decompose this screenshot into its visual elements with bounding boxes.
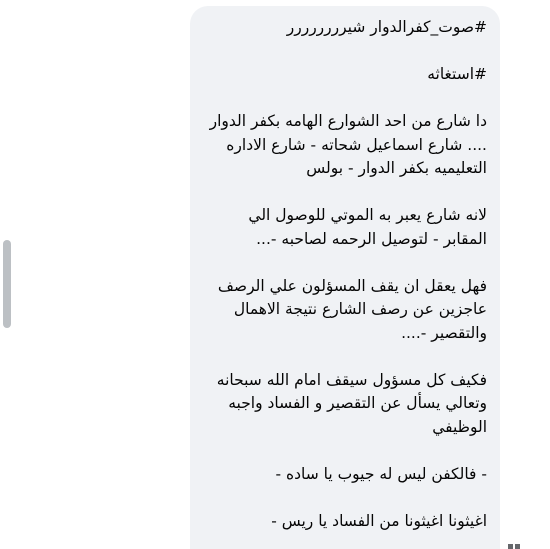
post-paragraph: اغيثونا اغيثونا من الفساد يا ريس - bbox=[271, 511, 487, 530]
post-paragraph: فكيف كل مسؤول سيقف امام الله سبحانه وتعالي يسأل عن التقصير و الفساد واجبه الوظيفي bbox=[216, 370, 487, 436]
paragraph-gap bbox=[202, 40, 487, 64]
post-paragraph: - فالكفن ليس له جيوب يا ساده - bbox=[275, 464, 487, 483]
grip-dot bbox=[515, 544, 520, 549]
grip-icon bbox=[508, 544, 524, 549]
paragraph-gap bbox=[202, 439, 487, 463]
hashtag-line[interactable]: #استغاثه bbox=[427, 65, 487, 83]
post-text-bubble bbox=[190, 6, 500, 549]
scrollbar-thumb[interactable] bbox=[3, 240, 11, 328]
hashtag-line[interactable]: #صوت_كفرالدوار شيرررررررر bbox=[286, 18, 487, 36]
paragraph-gap bbox=[202, 486, 487, 510]
paragraph-gap bbox=[202, 87, 487, 111]
paragraph-gap bbox=[202, 251, 487, 275]
post-paragraph: دا شارع من احد الشوارع الهامه بكفر الدوار .... شارع اسماعيل شحاته - شارع الاداره التعليميه بكفر الدوار - بولس bbox=[209, 112, 487, 177]
grip-dot bbox=[508, 544, 513, 549]
paragraph-gap bbox=[202, 345, 487, 369]
post-paragraph: فهل يعقل ان يقف المسؤلون علي الرصف عاجزين عن رصف الشارع نتيجة الاهمال والتقصير -.... bbox=[217, 276, 487, 342]
post-paragraph: لانه شارع يعبر به الموتي للوصول الي المقابر - لتوصيل الرحمه لصاحبه -... bbox=[248, 206, 487, 248]
paragraph-gap bbox=[202, 181, 487, 205]
